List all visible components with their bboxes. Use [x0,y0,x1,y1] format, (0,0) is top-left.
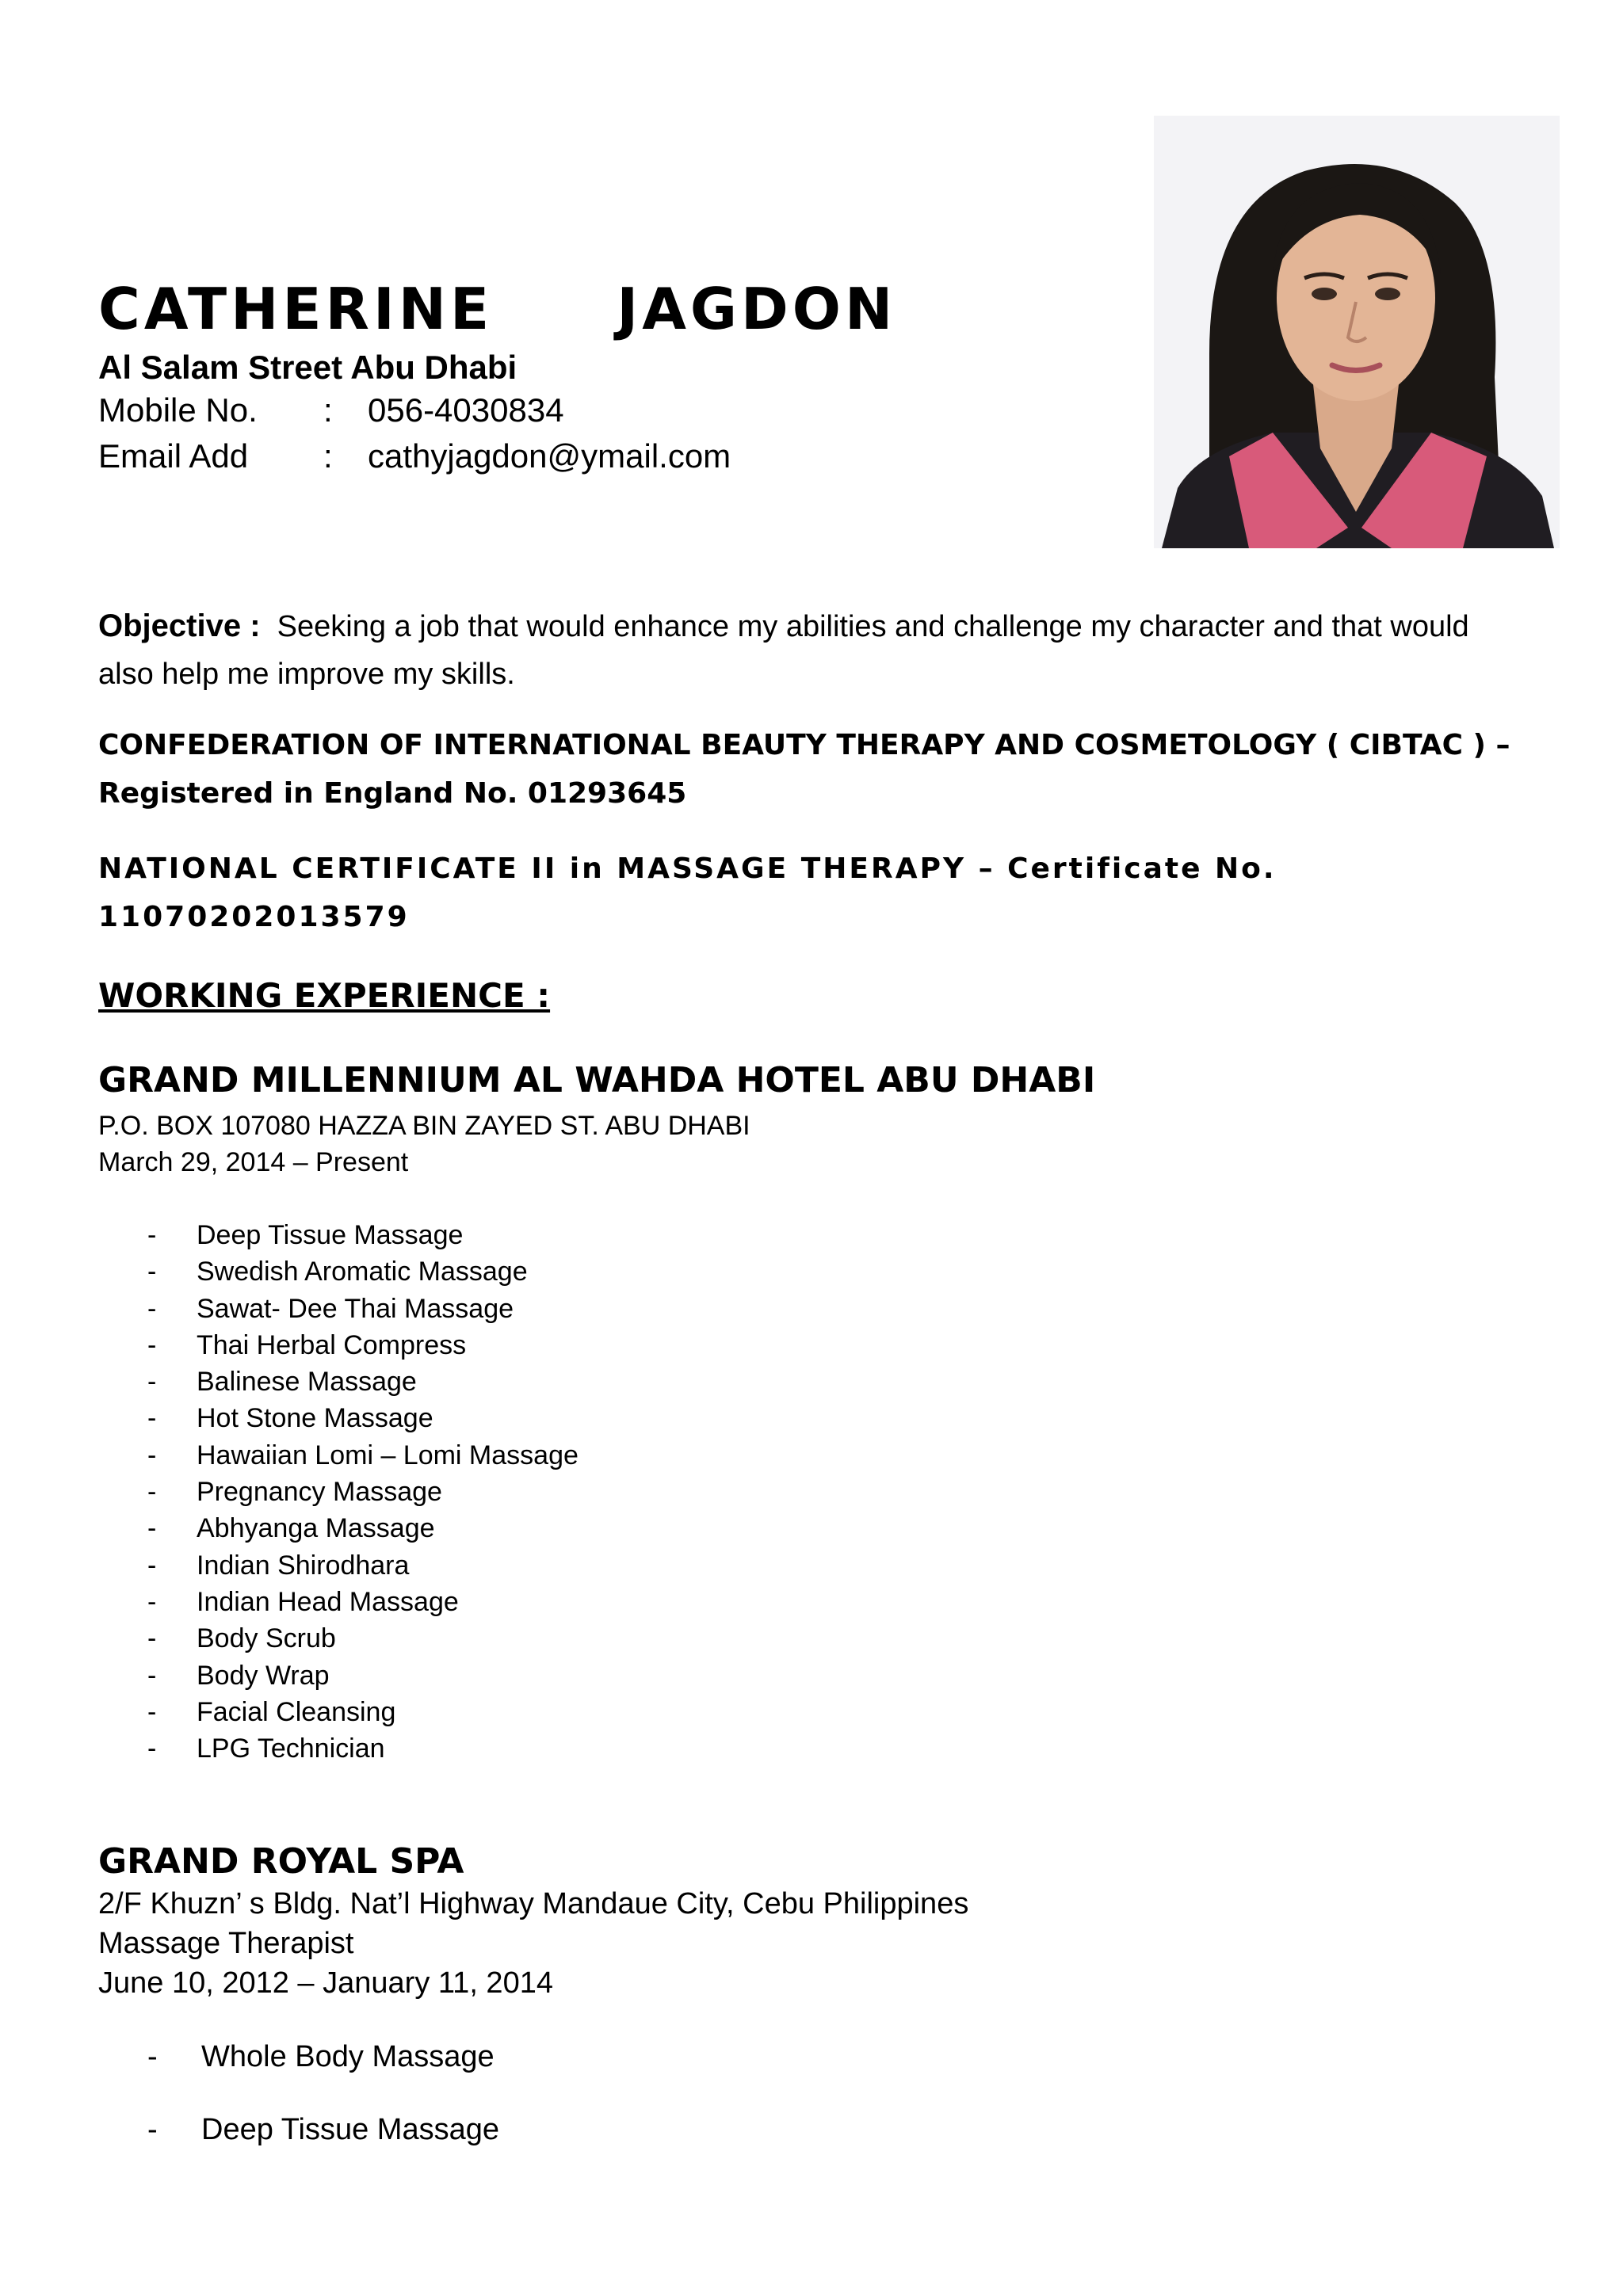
contact-mobile [98,391,564,429]
certification-massage-therapy: NATIONAL CERTIFICATE II in MASSAGE THERAPY – Certificate No. 11070202013579 [98,852,1277,933]
job-dates: June 10, 2012 – January 11, 2014 [98,1966,553,2000]
contact-label: Mobile No. [98,391,258,429]
contact-separator: : [323,391,333,429]
contact-value: cathyjagdon@ymail.com [368,437,731,475]
objective-text: Seeking a job that would enhance my abilities and challenge my character and that would also help me improve my skills. [98,610,1469,691]
job-address: 2/F Khuzn’ s Bldg. Nat’l Highway Mandaue City, Cebu Philippines [98,1887,969,1920]
contact-separator: : [323,437,333,475]
job-position: Massage Therapist [98,1927,354,1960]
job-address: P.O. BOX 107080 HAZZA BIN ZAYED ST. ABU DHABI [98,1111,750,1141]
job-company: GRAND MILLENNIUM AL WAHDA HOTEL ABU DHABI [98,1060,1096,1100]
contact-email [98,437,731,475]
job-dates: March 29, 2014 – Present [98,1147,409,1177]
certification-cibtac: CONFEDERATION OF INTERNATIONAL BEAUTY THERAPY AND COSMETOLOGY ( CIBTAC ) – Registered in England No. 01293645 [98,729,1510,810]
candidate-name: CATHERINE JAGDON [98,276,897,342]
job-company: GRAND ROYAL SPA [98,1841,464,1882]
profile-photo [1154,116,1560,548]
objective [98,602,1525,698]
address: Al Salam Street Abu Dhabi [98,349,517,386]
objective-label: Objective : [98,608,261,643]
contact-label: Email Add [98,437,249,475]
contact-value: 056-4030834 [368,391,564,429]
section-heading-experience: WORKING EXPERIENCE : [98,976,551,1015]
